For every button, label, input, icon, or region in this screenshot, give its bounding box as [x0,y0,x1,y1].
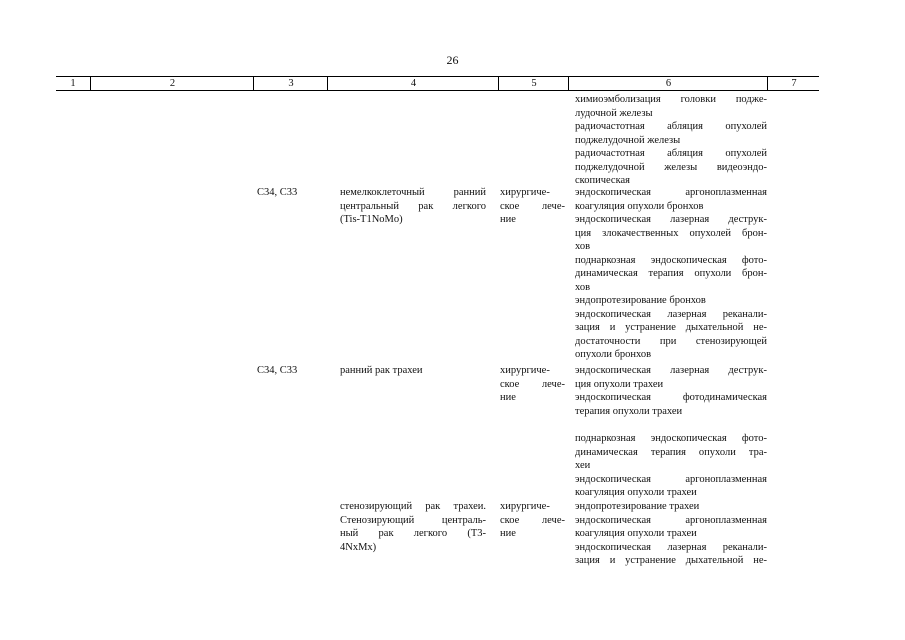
text-line: немелкоклеточный ранний [340,187,486,198]
text-line: опухоли бронхов [575,349,652,360]
treatment-type-2 [500,364,565,405]
text-line: скопическая [575,175,631,186]
text-line: радиочастотная абляция опухолей [575,121,767,132]
header-col-1: 1 [70,78,76,89]
text-line: ние [500,528,516,539]
text-line: радиочастотная абляция опухолей [575,148,767,159]
text-line: эндоскопическая лазерная деструк- [575,214,767,225]
text-line: терапия опухоли трахеи [575,405,683,417]
treatment-methods-1 [575,186,767,362]
text-line: эндоскопическая аргоноплазменная [575,514,767,526]
text-line: ция опухоли трахеи [575,378,664,390]
text-line: динамическая терапия опухоли тра- [575,446,767,458]
text-line: ское лече- [500,514,565,526]
text-line: эндопротезирование трахеи [575,501,700,512]
diagnosis-2 [340,364,486,378]
text-line: поджелудочной железы видеоэндо- [575,161,767,173]
text-line: ское лече- [500,378,565,390]
text-line: (Tis-T1NoMo) [340,214,403,225]
text-line: ранний рак трахеи [340,365,423,376]
diagnosis-3 [340,500,486,554]
header-col-7: 7 [767,77,820,90]
treatment-methods-3 [575,500,767,568]
text-line: хирургиче- [500,501,550,512]
text-line: поднаркозная эндоскопическая фото- [575,433,767,444]
text-line: динамическая терапия опухоли брон- [575,268,767,279]
text-line: зация и устранение дыхательной не- [575,555,767,566]
text-line: эндоскопическая фотодинамическая [575,392,767,403]
text-line: хов [575,241,591,252]
text-line: коагуляция опухоли бронхов [575,200,704,212]
text-line: хеи [575,460,591,471]
header-col-2: 2 [90,77,254,90]
text-line: 4NxMx) [340,541,377,553]
text-line: ние [500,214,516,225]
text-line: поджелудочной железы [575,134,681,146]
text-line: центральный рак легкого [340,200,486,212]
text-line: эндопротезирование бронхов [575,295,706,306]
text-line: хов [575,281,591,293]
text-line: хирургиче- [500,365,550,376]
treatment-type-1 [500,186,565,227]
text-line: эндоскопическая лазерная деструк- [575,365,767,376]
text-line: эндоскопическая лазерная реканали- [575,308,767,320]
diagnosis-1 [340,186,486,227]
text-line: коагуляция опухоли трахеи [575,528,697,539]
treatment-type-3 [500,500,565,541]
text-line: стенозирующий рак трахеи. [340,501,486,512]
text-line: ный рак легкого (T3- [340,528,486,539]
text-line: эндоскопическая аргоноплазменная [575,473,767,485]
text-line: Стенозирующий централь- [340,514,486,526]
treatment-methods-2a [575,364,767,418]
header-col-5: 5 [498,77,569,90]
text-line: эндоскопическая лазерная реканали- [575,541,767,553]
text-line: коагуляция опухоли трахеи [575,487,697,498]
text-line: лудочной железы [575,107,653,119]
table-header [56,76,819,91]
text-line: ция злокачественных опухолей брон- [575,227,767,239]
text-line: эндоскопическая аргоноплазменная [575,187,767,198]
icd-codes-1: C34, C33 [257,187,298,198]
header-col-3: 3 [253,77,328,90]
treatment-methods-2b [575,432,767,500]
text-line: поднаркозная эндоскопическая фото- [575,254,767,266]
text-line: химиоэмболизация головки подже- [575,94,767,105]
text-line: ние [500,392,516,403]
header-col-6: 6 [568,77,768,90]
methods-continuation [575,93,767,188]
text-line: ское лече- [500,200,565,212]
text-line: зация и устранение дыхательной не- [575,322,767,333]
text-line: достаточности при стенозирующей [575,335,767,347]
text-line: хирургиче- [500,187,550,198]
page-number: 26 [446,53,459,67]
header-col-4: 4 [327,77,499,90]
icd-codes-2: C34, C33 [257,365,298,376]
